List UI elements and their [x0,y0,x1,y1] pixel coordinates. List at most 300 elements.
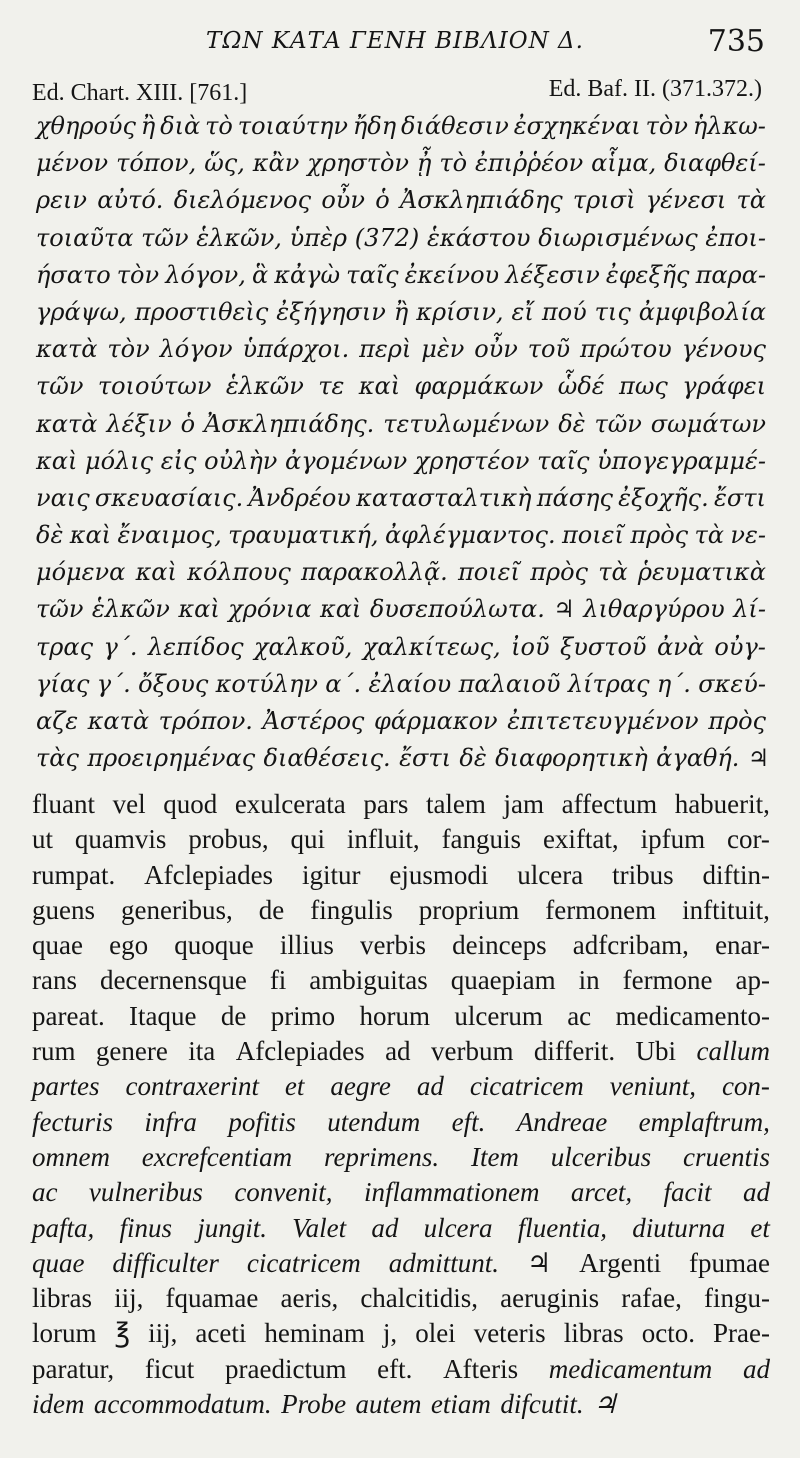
greek-text-word: χαλκοῦ, [253,632,353,661]
latin-text-word: aegre [330,1071,391,1102]
greek-text-word: μένον [36,149,109,178]
greek-text-word: καὶ [178,595,220,624]
latin-text-word: et [750,1212,770,1243]
greek-text-word: οὖν [474,335,518,364]
latin-text-word: Ubi [635,1036,677,1067]
greek-text-word: τρόπον. [158,707,253,735]
latin-text-word: Andreae [516,1106,608,1137]
greek-text-word: τῶν [36,372,84,401]
greek-text-word: πάσης [536,483,613,512]
latin-text-word: proprium [418,894,520,925]
latin-text-word: Itaque [129,1000,197,1031]
latin-text-word: difficulter [112,1247,219,1278]
greek-text-word: χρηστὸν [307,149,410,178]
greek-text-word: Ἀνδρέου [248,483,351,512]
latin-text-word: ego [109,930,149,961]
greek-text-line [36,182,766,219]
greek-text-word: μόλις [85,446,154,475]
greek-text-word: γ΄. [96,669,131,698]
greek-text-line [36,406,766,443]
latin-text-word: ulcera [517,859,584,890]
latin-text-line [32,893,770,928]
latin-text-word: vel [112,789,146,819]
greek-text-word: παρακολλᾷ. [301,558,448,587]
greek-text-word: ταῖς [346,260,399,289]
latin-text-word: admittunt. [388,1247,499,1278]
greek-text-word: λόγον, [165,260,246,289]
latin-text-word: qui [290,824,325,855]
latin-text-word: pars [363,789,409,819]
greek-text-block [36,108,770,777]
latin-text-word: fingulis [310,894,393,925]
greek-text-word: δὲ [36,521,64,550]
greek-text-word: καὶ [135,558,177,587]
greek-text-word: διελόμενος [173,186,312,215]
latin-text-word: aeruginis [500,1283,600,1314]
latin-text-word: genere [95,1036,168,1067]
greek-text-word: πού [541,297,587,326]
latin-text-word: ♃ [593,1389,618,1420]
latin-text-word: quod [163,789,218,819]
greek-text-word: γράψω, [36,297,127,326]
greek-text-word: γράφει [682,372,766,401]
latin-text-word: tribus [612,859,674,890]
greek-text-word: τὸ [205,112,233,140]
latin-text-word: adfcribam, [572,930,689,961]
latin-text-word: ut [32,824,54,855]
latin-text-word: fpumae [689,1247,770,1278]
greek-text-word: αὐτό. [97,186,164,215]
greek-text-word: διαφορητικὴ [495,744,648,773]
greek-text-word: πρὸς [630,521,689,550]
greek-text-word: ναις [36,483,90,512]
latin-text-word: verbis [360,930,426,961]
latin-text-word: guens [32,894,95,925]
latin-text-word: olei [415,1318,456,1349]
greek-text-word: αζε [36,707,79,735]
latin-text-word: paratur, [32,1353,115,1384]
latin-text-word: horum [359,1000,431,1031]
greek-text-word: τὸ [439,149,468,178]
greek-text-word: τετυλωμένων [383,409,550,438]
greek-text-word: τὸν [116,260,160,289]
greek-text-word: καὶ [358,372,401,401]
greek-text-word: φαρμάκων [414,372,544,401]
latin-text-word: fluant [32,789,95,819]
greek-text-word: τῶν [141,223,189,252]
latin-text-word: cor- [726,824,770,855]
greek-text-word: ἐποι- [705,223,766,252]
latin-text-word: fi [269,965,287,996]
greek-text-word: χρηστέον [414,446,530,475]
latin-text-word: eft. [377,1353,413,1384]
greek-text-word: ὁ [180,409,196,438]
latin-text-word: ap- [735,965,770,996]
latin-text-word: fingu- [703,1283,770,1314]
greek-text-word: κατὰ [36,335,98,364]
greek-text-word: (372) [354,223,420,252]
greek-text-word: ἀγαθή. [656,744,740,773]
greek-text-line [36,145,766,182]
latin-text-word: pofitis [228,1106,296,1137]
latin-text-word: verbum [430,1036,514,1067]
latin-text-word: excrefcentiam [141,1141,293,1172]
latin-text-word: ac [32,1177,58,1208]
latin-text-word: facit [663,1177,712,1208]
latin-text-line [32,1387,770,1422]
greek-text-line [36,740,770,777]
greek-text-word: ἐξήγησιν [276,297,386,326]
greek-text-word: κἂν [252,149,300,178]
greek-text-word: τὰ [694,521,724,550]
greek-text-word: ἑλκῶν [225,372,304,401]
latin-text-word: Prae- [712,1318,770,1349]
running-head: ΤΩΝ ΚΑΤΑ ΓΕΝΗ ΒΙΒΛΙΟΝ Δ. [206,28,584,54]
latin-text-word: partes [32,1071,100,1102]
latin-text-word: ad [742,1353,770,1384]
greek-text-word: ἑλκῶν, [196,223,282,252]
greek-text-word: ♃ [747,744,770,773]
latin-text-word: libras [32,1283,92,1314]
latin-text-word: exiftat, [542,824,619,855]
greek-text-line [36,480,766,517]
latin-text-word: aeris, [280,1283,339,1314]
latin-text-word: quamvis [74,824,167,855]
greek-text-word: ἑλκῶν [91,595,170,624]
latin-text-word: accommodatum. [93,1389,272,1420]
latin-text-word: fermonem [545,894,657,925]
latin-text-word: praedictum [225,1353,347,1384]
greek-text-word: ποιεῖ [561,521,624,550]
greek-text-word: ἀνὰ [656,632,704,661]
latin-text-word: fquamae [165,1283,259,1314]
latin-text-word: ulceribus [550,1141,652,1172]
greek-text-word: Ἀστέρος [262,707,365,735]
latin-text-word: fecturis [32,1106,113,1137]
latin-text-line [32,963,770,998]
greek-text-word: διάθεσιν [401,112,509,140]
greek-text-word: νε- [730,521,766,550]
latin-text-word: quae [32,1247,85,1278]
greek-text-word: ἐξοχῆς. [618,483,709,512]
greek-text-word: τὰ [598,558,628,587]
greek-text-word: ἢ [393,297,409,326]
latin-text-word: igitur [301,859,361,890]
greek-text-word: προειρημένας [87,744,256,773]
greek-text-word: τὸν [107,335,150,364]
greek-text-word: οὖν [321,186,365,215]
greek-text-word: ἔστι [399,744,452,773]
greek-text-word: ἢ [140,112,156,140]
greek-text-word: ὧδέ [557,372,605,401]
greek-text-word: κατὰ [87,707,150,735]
greek-text-word: ἐπιτετευγμένον [507,707,699,735]
latin-text-word: Argenti [579,1247,662,1278]
greek-text-word: ἀφλέγμαντος. [384,521,556,550]
latin-text-word: pareat. [32,1000,105,1031]
greek-text-word: τόπον, [116,149,197,178]
latin-text-word: fluentia, [517,1212,607,1243]
greek-text-word: τοιαύτην [237,112,348,140]
greek-text-word: δὲ [558,409,586,438]
greek-text-word: ἐσχηκέναι [513,112,641,140]
greek-text-word: λίτρας [567,669,650,698]
latin-text-word: medicamentum [548,1353,713,1384]
latin-text-word: Item [470,1141,519,1172]
latin-text-word: Afteris [443,1353,519,1384]
greek-text-word: φάρμακον [373,707,498,735]
page-number: 735 [707,24,765,59]
greek-text-word: ήσατο [36,260,111,289]
greek-text-word: σκευασίαις. [94,483,244,512]
greek-text-word: τὰς [36,744,79,773]
greek-text-word: τοιαῦτα [36,223,134,252]
latin-text-word: probus, [188,824,269,855]
latin-text-line [32,999,770,1034]
latin-text-line [32,1140,770,1175]
latin-text-word: ipfum [640,824,706,855]
latin-text-block [32,787,770,1422]
greek-text-word: κἀγὼ [274,260,341,289]
greek-text-word: ἀμφιβολία [638,297,766,326]
greek-text-line [36,108,766,145]
latin-text-word: chalcitidis, [360,1283,479,1314]
latin-text-word: primo [270,1000,336,1031]
greek-text-word: εἰς [160,446,197,475]
greek-text-word: τρας [36,632,94,661]
latin-text-word: diuturna [632,1212,726,1243]
latin-text-word: rumpat. [32,859,116,890]
latin-text-word: callum [696,1036,770,1067]
latin-text-word: quaepiam [450,965,556,996]
latin-text-word: diftin- [702,859,770,890]
greek-text-word: λόγον [159,335,233,364]
greek-text-word: τῶν [594,409,642,438]
greek-text-word: οὐγ- [714,632,766,661]
greek-text-word: δὲ [459,744,487,773]
latin-text-word: ℥ [114,1318,131,1349]
latin-text-word: etiam [430,1389,491,1420]
greek-text-word: δυσεπούλωτα. [369,595,545,624]
greek-text-word: μόμενα [36,558,126,587]
latin-text-word: exulcerata [234,789,346,819]
latin-text-word: contraxerint [125,1071,259,1102]
latin-text-word: habuerit, [674,789,770,819]
greek-text-word: καὶ [319,595,362,624]
greek-text-word: οὐλὴν [204,446,278,475]
greek-text-word: τοιούτων [97,372,212,401]
greek-text-word: λί- [733,595,766,624]
greek-text-word: λιθαργύρου [583,595,725,624]
latin-text-line [32,928,770,963]
greek-text-word: καὶ [36,446,78,475]
latin-text-word: arcet, [570,1177,633,1208]
latin-text-word: jungit. [197,1212,267,1243]
latin-text-word: ♃ [526,1247,552,1278]
latin-text-word: vulneribus [88,1177,203,1208]
greek-text-word: ὄξους [138,669,209,698]
greek-text-word: ἃ [251,260,269,289]
greek-text-word: μὲν [421,335,465,364]
latin-text-line [32,1034,770,1069]
latin-text-line [32,822,770,857]
latin-text-word: libras [563,1318,624,1349]
greek-text-word: τραυματική, [228,521,379,550]
greek-text-word: τις [594,297,631,326]
greek-text-word: παρα- [695,260,766,289]
latin-text-word: ficut [144,1353,195,1384]
greek-text-word: ἐλαίου [368,669,452,698]
greek-text-line [36,257,766,294]
latin-text-word: con- [721,1071,770,1102]
greek-text-word: ὑπὲρ [289,223,347,252]
greek-text-word: ♃ [553,595,575,624]
greek-text-word: διὰ [160,112,201,140]
latin-text-word: ad [371,1212,399,1243]
latin-text-word: fermone [622,965,713,996]
greek-text-word: Ἀσκληπιάδης. [203,409,375,438]
greek-text-word: πως [619,372,668,401]
greek-text-word: κρίσιν, [416,297,504,326]
latin-text-word: cruentis [682,1141,770,1172]
greek-text-word: η΄. [656,669,691,698]
latin-text-word: convenit, [234,1177,333,1208]
latin-text-word: jam [503,789,545,819]
latin-text-word: ad [385,1036,411,1067]
greek-text-word: ξυστοῦ [560,632,647,661]
latin-text-word: pafta, [32,1212,95,1243]
greek-text-word: χαλκίτεως, [362,632,501,661]
latin-text-word: veniunt, [609,1071,696,1102]
greek-text-word: ποιεῖ [458,558,520,587]
latin-text-word: ad [416,1071,444,1102]
latin-text-word: ulcerum [454,1000,543,1031]
greek-text-word: τε [318,372,345,401]
greek-text-line [36,220,766,257]
latin-text-word: de [220,1000,247,1031]
latin-text-word: utendum [327,1106,421,1137]
greek-text-word: τὰ [736,186,766,215]
greek-text-word: τῶν [36,595,84,624]
latin-text-word: inftituit, [682,894,770,925]
latin-text-word: cicatricem [469,1071,584,1102]
latin-text-word: ejusmodi [389,859,489,890]
greek-text-line [36,368,766,405]
latin-text-word: quoque [174,930,254,961]
latin-text-word: octo. [641,1318,695,1349]
latin-text-word: iij, [148,1318,178,1349]
latin-text-word: in [578,965,600,996]
greek-text-word: λεπίδος [147,632,244,661]
latin-text-line [32,1211,770,1246]
greek-text-word: ῥευματικὰ [637,558,766,587]
greek-text-line [36,666,766,703]
greek-text-word: τρισὶ [572,186,636,215]
greek-text-word: παλαιοῦ [458,669,561,698]
latin-text-line [32,1105,770,1140]
greek-text-word: ἐπιῤῥέον [475,149,584,178]
greek-text-word: πρὸς [530,558,588,587]
greek-text-line [36,294,766,331]
latin-text-word: finus [119,1212,172,1243]
latin-text-word: Afclepiades [235,1036,365,1067]
greek-text-word: χρόνια [228,595,312,624]
greek-text-word: ἐκείνου [404,260,500,289]
latin-text-word: iij, [114,1283,144,1314]
latin-text-word: decernensque [99,965,247,996]
latin-text-word: fanguis [441,824,522,855]
latin-text-word: rum [32,1036,76,1067]
latin-text-word: aceti [195,1318,247,1349]
greek-text-line [36,629,766,666]
latin-text-word: medicamento- [615,1000,770,1031]
greek-text-word: τοῦ [527,335,571,364]
greek-text-word: περὶ [359,335,412,364]
greek-text-word: αἷμα, [591,149,657,178]
latin-text-word: et [284,1071,305,1102]
latin-text-word: rafae, [621,1283,682,1314]
greek-text-word: ὁ [375,186,390,215]
latin-text-line [32,1175,770,1210]
greek-text-word: ὑπογεγραμμέ- [597,446,766,475]
greek-text-word: ἀγομένων [284,446,408,475]
latin-text-word: lorum [32,1318,97,1349]
latin-text-word: heminam [264,1318,365,1349]
greek-text-word: κατὰ [36,409,98,438]
latin-text-line [32,787,770,822]
greek-text-word: εἴ [511,297,534,326]
latin-text-word: emplaftrum, [638,1106,770,1137]
latin-text-line [32,1352,770,1387]
greek-text-line [36,554,766,591]
greek-text-word: σωμάτων [650,409,766,438]
edition-chartier-ref: Ed. Chart. XIII. [761.] [32,80,248,106]
latin-text-word: autem [355,1389,422,1420]
greek-text-word: ἑκάστου [426,223,531,252]
greek-text-word: κόλπους [187,558,291,587]
greek-text-word: διωρισμένως [538,223,698,252]
latin-text-line [32,1069,770,1104]
latin-text-word: rans [32,965,77,996]
greek-text-word: διαθέσεις. [263,744,391,773]
latin-text-word: affectum [561,789,658,819]
latin-text-word: generibus, [121,894,233,925]
latin-text-word: inflammationem [363,1177,540,1208]
greek-text-word: ἔναιμος, [117,521,222,550]
greek-text-word: χθηρούς [36,112,136,140]
greek-text-word: ἐφεξῆς [605,260,690,289]
greek-text-line [36,703,766,740]
greek-text-word: γίας [36,669,90,698]
latin-text-word: infra [144,1106,197,1137]
latin-text-word: de [258,894,285,925]
greek-text-word: κοτύλην [215,669,318,698]
greek-text-line [36,517,766,554]
latin-text-line [32,858,770,893]
greek-text-word: λέξιν [106,409,172,438]
greek-text-word: κατασταλτικὴ [356,483,532,512]
greek-text-word: ὑπάρχοι. [242,335,350,364]
latin-text-word: talem [425,789,486,819]
greek-text-word: ᾖ [416,149,432,178]
greek-text-line [36,443,766,480]
latin-text-word: illius [279,930,334,961]
latin-text-word: ambiguitas [309,965,428,996]
latin-text-word: deinceps [452,930,547,961]
greek-text-word: γ΄. [103,632,138,661]
latin-text-word: ac [567,1000,592,1031]
greek-text-word: πρὸς [708,707,766,735]
